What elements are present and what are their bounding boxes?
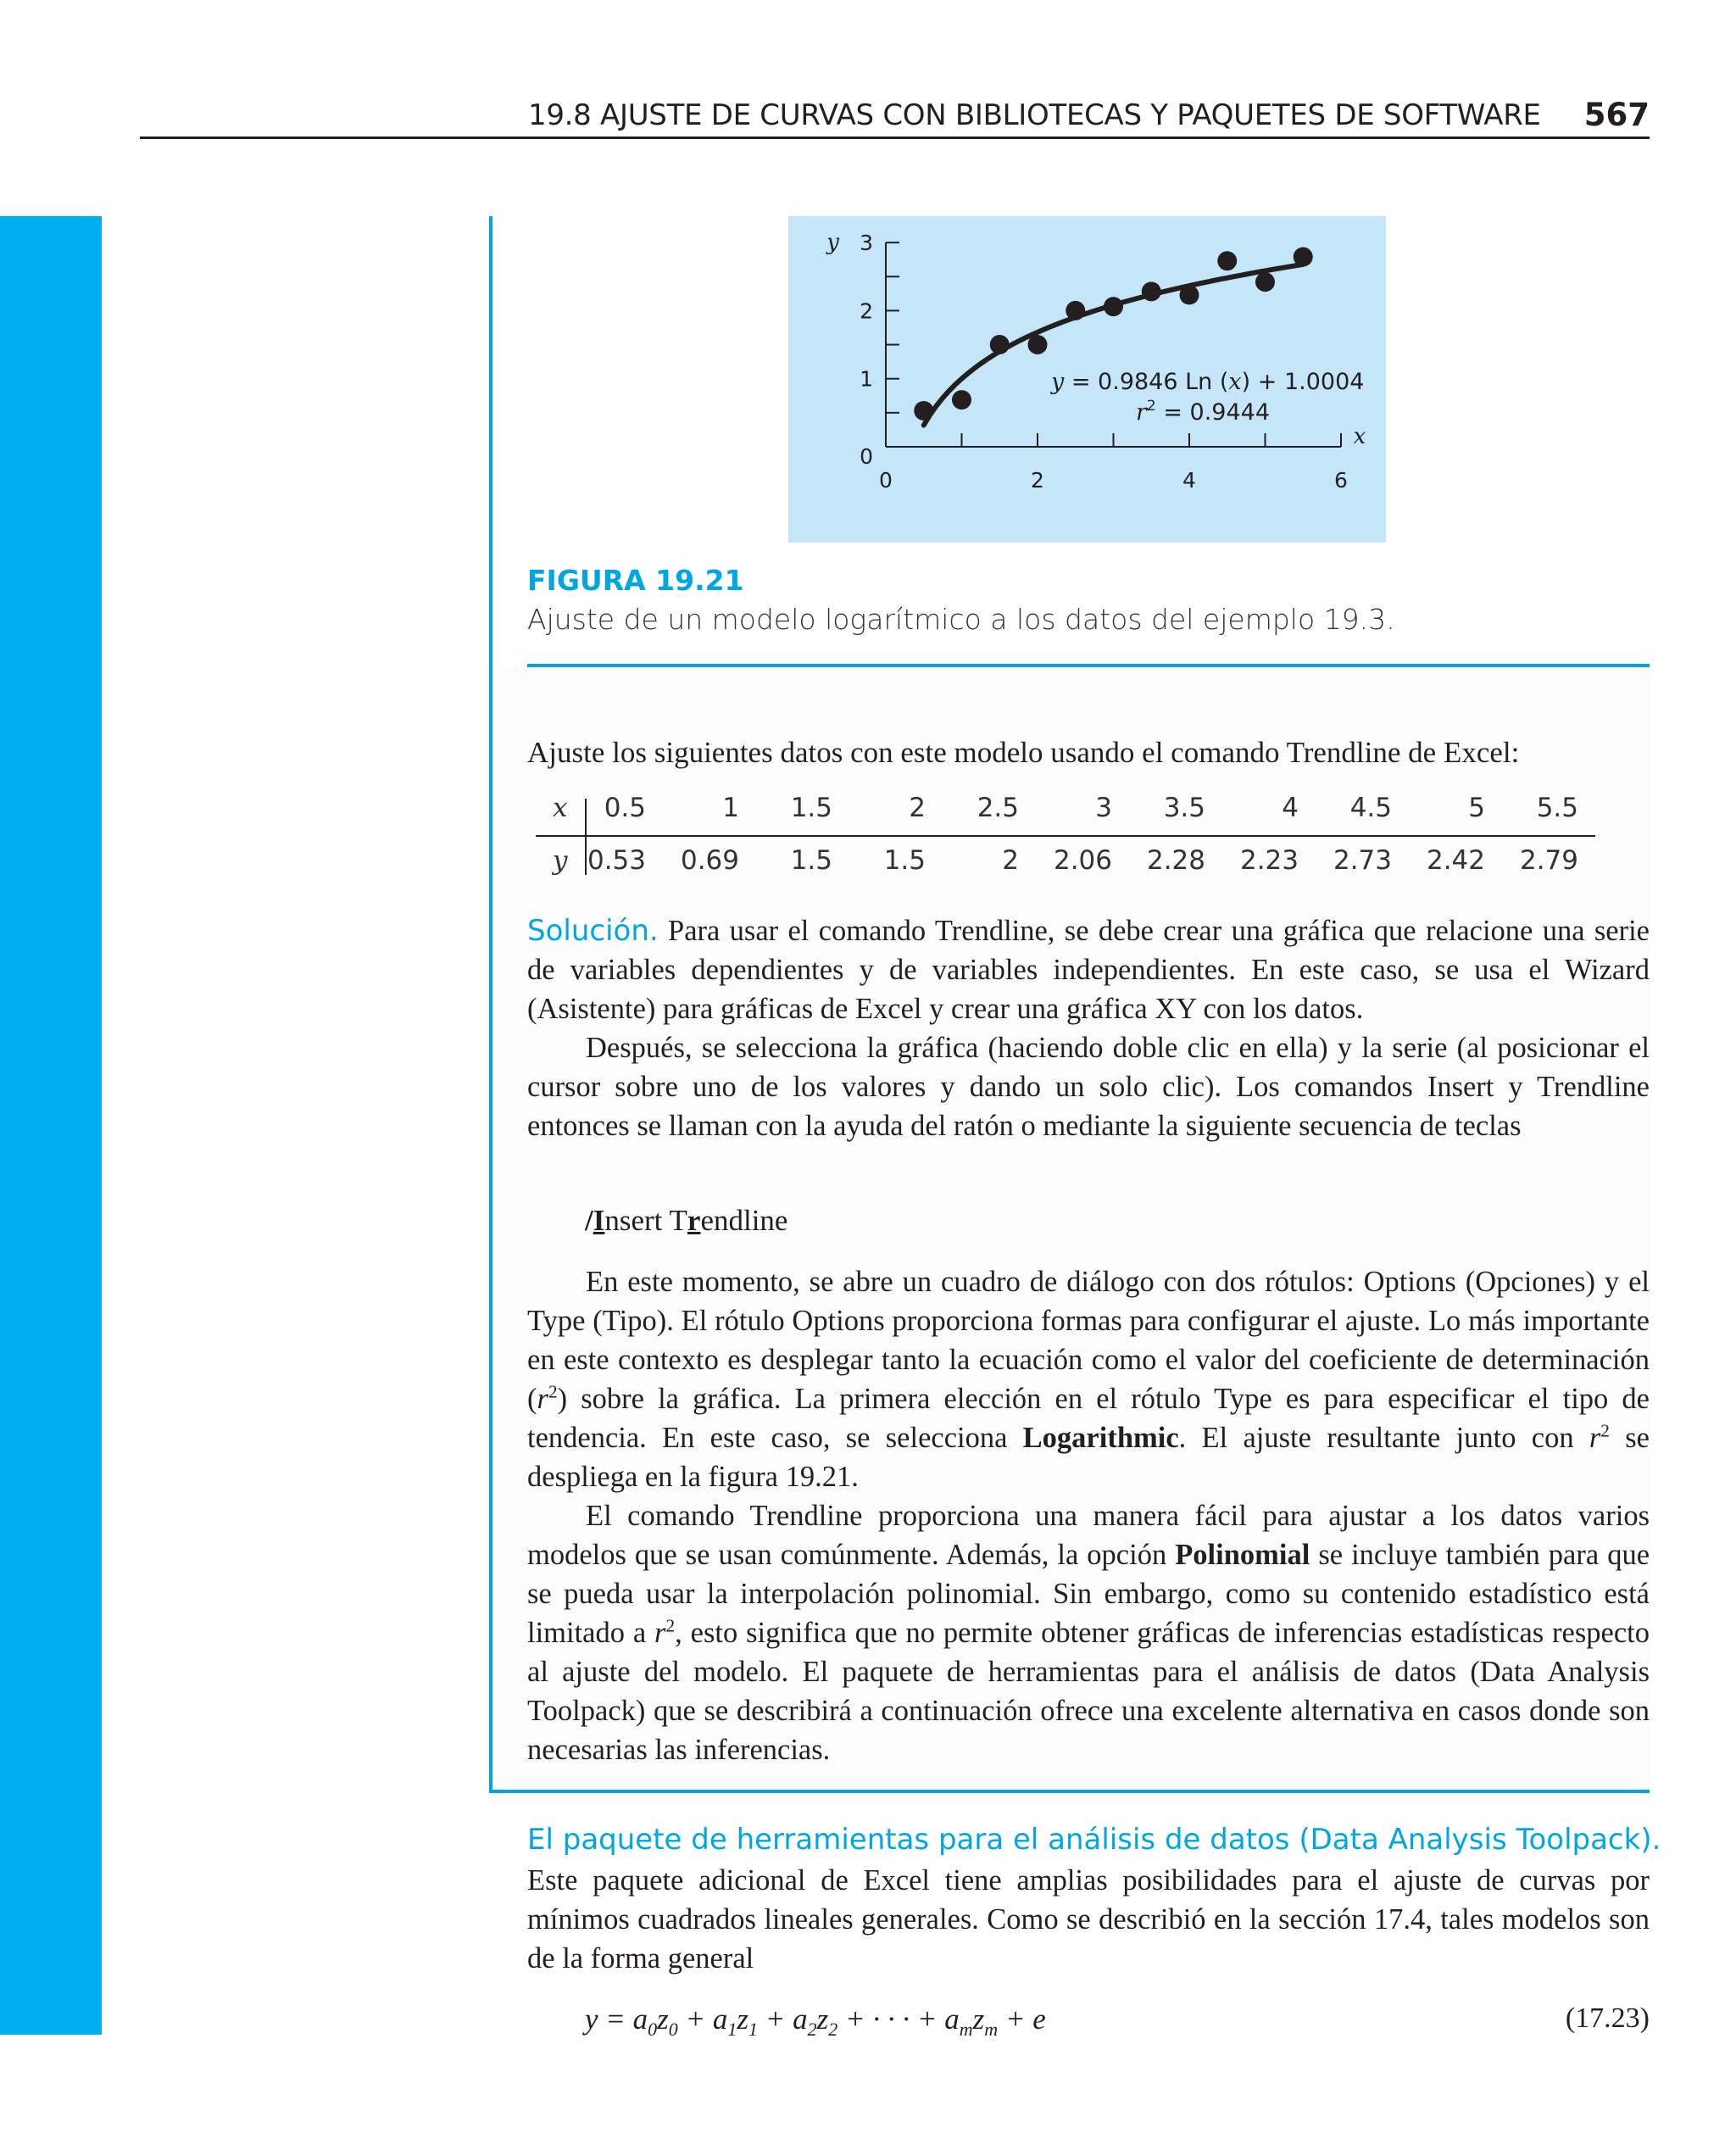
table-cell-x-2: 1.5	[790, 793, 832, 823]
data-point-2	[990, 335, 1010, 354]
y-tick-label-0: 0	[860, 444, 873, 469]
data-point-7	[1180, 285, 1199, 304]
equation-number: (17.23)	[1565, 2002, 1650, 2034]
table-cell-y-1: 0.69	[680, 845, 739, 876]
y-tick-label-3: 3	[860, 231, 873, 256]
section-paragraph: Este paquete adicional de Excel tiene amplias posibilidades para el ajuste de curvas por mínimos cuadrados lineales generales. Como se describió en la sección 17.4, tales modelos son de la forma general	[527, 1864, 1650, 1975]
chart-svg	[788, 216, 1386, 543]
running-head: 19.8 AJUSTE DE CURVAS CON BIBLIOTECAS Y PAQUETES DE SOFTWARE	[528, 98, 1541, 132]
p3-text-d: se despliega en la figura 19.21.	[527, 1422, 1650, 1493]
solution-paragraph	[527, 911, 1650, 1028]
table-row-y	[536, 845, 1595, 883]
data-point-4	[1066, 301, 1085, 320]
box-bottom-rule	[489, 1790, 1650, 1793]
r2-annotation: $r^2 = 0.9444$	[1136, 398, 1271, 426]
p3-bold: Logarithmic	[1022, 1422, 1179, 1454]
p3-r: r	[537, 1383, 548, 1415]
p4-text-c: , esto significa que no permite obtener gráficas de inferencias estadísticas respecto al ajuste del modelo. El paquete de herramientas para el análisis de datos (Data Analysis Toolpack) que se describirá a continuación ofrece una excelente alternativa en casos donde son necesarias las inferencias.	[527, 1617, 1650, 1766]
table-cell-y-2: 1.5	[790, 845, 832, 876]
solution-label: Solución.	[527, 914, 659, 948]
x-tick-label-6: 6	[1334, 468, 1348, 493]
table-cell-y-9: 2.42	[1426, 845, 1485, 876]
table-cell-x-5: 3	[1095, 793, 1112, 823]
data-point-0	[914, 401, 933, 421]
data-point-6	[1142, 281, 1161, 301]
table-cell-y-8: 2.73	[1333, 845, 1392, 876]
p4-text-a: El comando Trendline proporciona una manera fácil para ajustar a los datos varios modelos que se usan comúnmente. Además, la opción	[527, 1500, 1650, 1571]
table-cell-y-6: 2.28	[1146, 845, 1205, 876]
key-sequence	[585, 1204, 787, 1238]
page-number: 567	[1583, 97, 1650, 133]
x-tick-label-0: 0	[879, 468, 893, 493]
table-row-x	[536, 793, 1595, 830]
table-cell-y-7: 2.23	[1239, 845, 1299, 876]
figure-chart	[788, 216, 1386, 543]
table-cell-y-0: 0.53	[587, 845, 646, 876]
solution-text: Para usar el comando Trendline, se debe crear una gráfica que relacione una serie de variables dependientes y de variables independientes. En este caso, se usa el Wizard (Asistente) para gráficas de Excel y crear una gráfica XY con los datos.	[527, 915, 1650, 1025]
table-label-y: y	[553, 845, 568, 876]
command-text-1: nsert T	[604, 1204, 687, 1237]
p4-bold: Polinomial	[1175, 1539, 1310, 1571]
table-cell-x-10: 5.5	[1536, 793, 1578, 823]
p3-r2: r	[1589, 1422, 1601, 1454]
equation-17-23: $y = a_0z_0 + a_1z_1 + a_2z_2$ + · · · + $a_mz_m + e$	[585, 2002, 1046, 2040]
data-point-10	[1294, 247, 1313, 266]
table-cell-y-3: 1.5	[883, 845, 926, 876]
x-tick-label-2: 2	[1031, 468, 1044, 493]
table-cell-x-8: 4.5	[1349, 793, 1392, 823]
table-cell-y-5: 2.06	[1053, 845, 1112, 876]
p3-text-b: ) sobre la gráfica. La primera elección en el rótulo Type es para especificar el tipo de tendencia. En este caso, se selecciona	[527, 1383, 1650, 1454]
x-axis-label: x	[1353, 424, 1366, 449]
paragraph-dialog	[527, 1262, 1650, 1496]
p3-sup: 2	[548, 1381, 558, 1402]
figure-label: FIGURA 19.21	[527, 564, 744, 597]
paragraph-selection: Después, se selecciona la gráfica (haciendo doble clic en ella) y la serie (al posicionar el cursor sobre uno de los valores y dando un solo clic). Los comandos Insert y Trendline entonces se llaman con la ayuda del ratón o mediante la siguiente secuencia de teclas	[527, 1032, 1650, 1142]
p3-text-a: En este momento, se abre un cuadro de diálogo con dos rótulos: Options (Opciones) y el Type (Tipo). El rótulo Options proporciona formas para configurar el ajuste. Lo más importante en este contexto es desplegar tanto la ecuación como el valor del coeficiente de determinación (	[527, 1266, 1650, 1415]
equation-annotation: y = 0.9846 Ln (x) + 1.0004	[1051, 369, 1365, 395]
data-point-9	[1255, 272, 1275, 292]
command-key-r: r	[687, 1204, 701, 1237]
paragraph-trendline	[527, 1496, 1650, 1769]
sidebar-color-bar	[0, 216, 102, 2035]
p3-text-c: . El ajuste resultante junto con	[1178, 1422, 1589, 1454]
table-cell-x-6: 3.5	[1163, 793, 1205, 823]
data-point-8	[1217, 251, 1237, 270]
command-text-2: endline	[700, 1204, 788, 1237]
box-left-rule	[489, 216, 492, 1793]
x-tick-label-4: 4	[1182, 468, 1196, 493]
command-key-i: I	[593, 1204, 605, 1237]
table-cell-x-9: 5	[1468, 793, 1485, 823]
table-vertical-divider	[585, 799, 587, 875]
data-point-1	[952, 390, 971, 409]
p4-sup: 2	[665, 1615, 676, 1636]
p4-text-b: se incluye también para que se pueda usar la interpolación polinomial. Sin embargo, como su contenido estadístico está limitado a	[527, 1539, 1650, 1649]
table-cell-x-1: 1	[722, 793, 739, 823]
y-tick-label-2: 2	[860, 298, 873, 324]
table-label-x: x	[553, 793, 568, 823]
y-axis-label: y	[826, 230, 839, 256]
table-cell-y-4: 2	[1002, 845, 1019, 876]
data-point-3	[1028, 335, 1048, 354]
example-intro: Ajuste los siguientes datos con este modelo usando el comando Trendline de Excel:	[527, 736, 1520, 769]
table-cell-x-7: 4	[1282, 793, 1299, 823]
table-cell-x-4: 2.5	[976, 793, 1019, 823]
figure-caption: Ajuste de un modelo logarítmico a los datos del ejemplo 19.3.	[527, 603, 1395, 636]
p3-sup2: 2	[1600, 1420, 1610, 1441]
data-point-5	[1104, 297, 1123, 316]
header-rule	[140, 136, 1650, 139]
caption-rule	[527, 664, 1650, 667]
section-heading: El paquete de herramientas para el análisis de datos (Data Analysis Toolpack).	[527, 1823, 1661, 1857]
command-slash: /	[585, 1204, 593, 1237]
table-cell-x-0: 0.5	[604, 793, 646, 823]
p4-r: r	[654, 1617, 666, 1649]
y-tick-label-1: 1	[860, 366, 873, 392]
table-cell-y-10: 2.79	[1519, 845, 1578, 876]
table-cell-x-3: 2	[909, 793, 926, 823]
table-divider	[536, 835, 1595, 837]
